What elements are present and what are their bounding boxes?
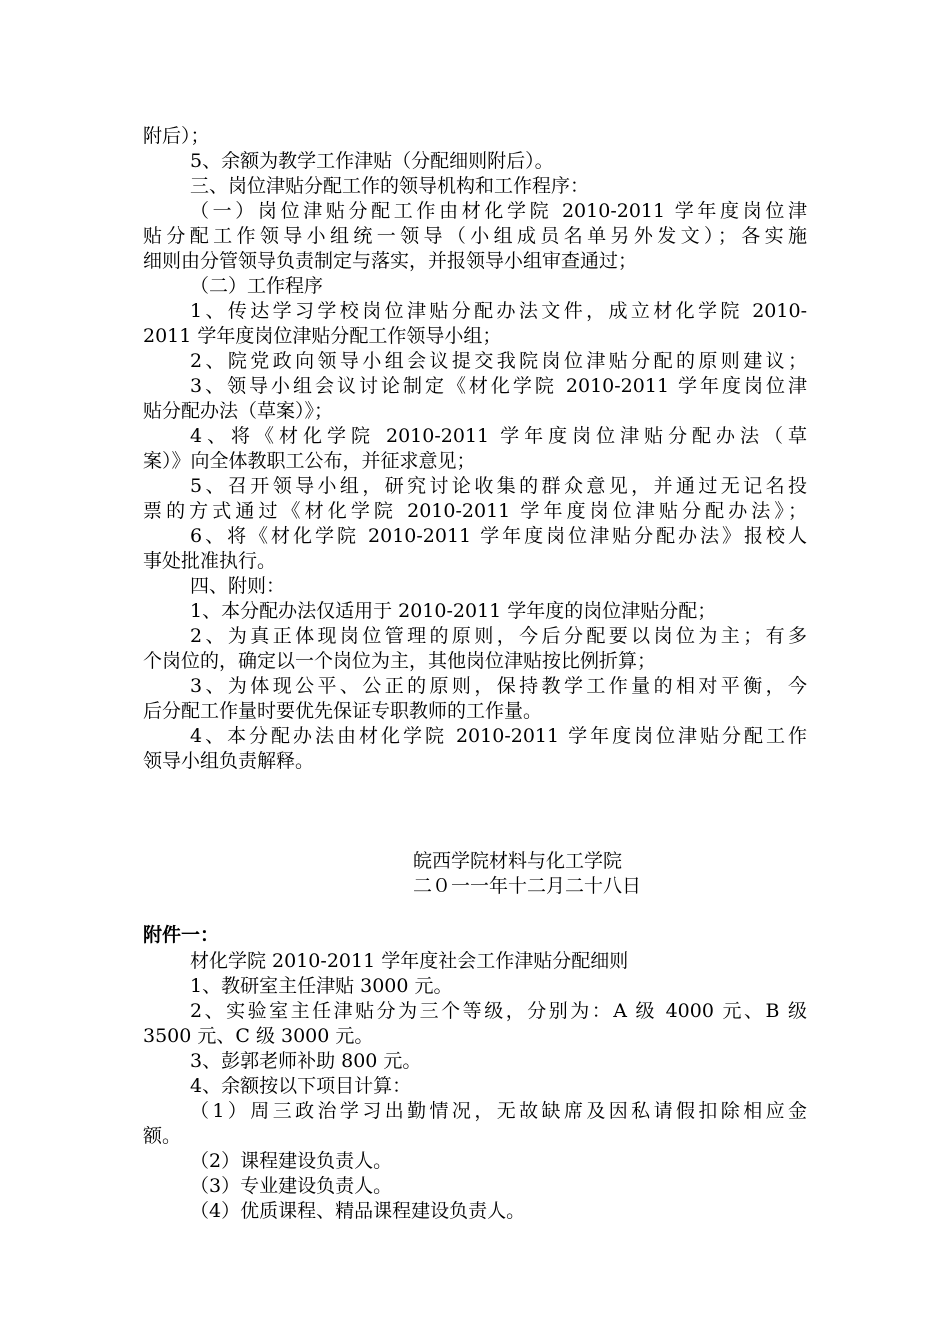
appendix-heading: 附件一：	[143, 924, 220, 946]
body-line: 5、召开领导小组，研究讨论收集的群众意见，并通过无记名投	[190, 475, 807, 497]
body-line: （一）岗位津贴分配工作由材化学院 2010-2011 学年度岗位津	[190, 200, 807, 222]
body-line: 贴分配工作领导小组统一领导（小组成员名单另外发文）；各实施	[143, 225, 807, 247]
appendix-line: （4）优质课程、精品课程建设负责人。	[190, 1200, 526, 1222]
body-line: 5、余额为教学工作津贴（分配细则附后）。	[190, 150, 554, 172]
appendix-line: 4、余额按以下项目计算：	[190, 1075, 412, 1097]
body-line: 事处批准执行。	[143, 550, 277, 572]
body-line: 后分配工作量时要优先保证专职教师的工作量。	[143, 700, 543, 722]
body-line: 附后）；	[143, 125, 210, 147]
body-line: 2、为真正体现岗位管理的原则，今后分配要以岗位为主；有多	[190, 625, 807, 647]
body-line: 4、将《材化学院 2010-2011 学年度岗位津贴分配办法（草	[190, 425, 807, 447]
body-line: 领导小组负责解释。	[143, 750, 315, 772]
body-line: 1、本分配办法仅适用于 2010-2011 学年度的岗位津贴分配；	[190, 600, 717, 622]
section-heading: 三、岗位津贴分配工作的领导机构和工作程序：	[190, 175, 590, 197]
appendix-title: 材化学院 2010-2011 学年度社会工作津贴分配细则	[190, 950, 629, 972]
body-line: 票的方式通过《材化学院 2010-2011 学年度岗位津贴分配办法》；	[143, 500, 807, 522]
body-line: 案）》向全体教职工公布，并征求意见；	[143, 450, 476, 472]
appendix-line: 额。	[143, 1125, 182, 1147]
appendix-line: 1、教研室主任津贴 3000 元。	[190, 975, 453, 997]
appendix-line: 2、实验室主任津贴分为三个等级，分别为：A 级 4000 元、B 级	[190, 1000, 807, 1022]
subsection-heading: （二）工作程序	[190, 275, 324, 297]
body-line: 细则由分管领导负责制定与落实，并报领导小组审查通过；	[143, 250, 638, 272]
appendix-line: （1）周三政治学习出勤情况，无故缺席及因私请假扣除相应金	[190, 1100, 807, 1122]
body-line: 个岗位的，确定以一个岗位为主，其他岗位津贴按比例折算；	[143, 650, 657, 672]
body-line: 2、院党政向领导小组会议提交我院岗位津贴分配的原则建议；	[190, 350, 807, 372]
appendix-line: （3）专业建设负责人。	[190, 1175, 393, 1197]
appendix-line: （2）课程建设负责人。	[190, 1150, 393, 1172]
signature-date: 二０一一年十二月二十八日	[413, 875, 642, 897]
signature-org: 皖西学院材料与化工学院	[413, 850, 623, 872]
body-line: 3、为体现公平、公正的原则，保持教学工作量的相对平衡，今	[190, 675, 807, 697]
body-line: 贴分配办法（草案）》；	[143, 400, 334, 422]
appendix-line: 3、彭郭老师补助 800 元。	[190, 1050, 422, 1072]
body-line: 3、领导小组会议讨论制定《材化学院 2010-2011 学年度岗位津	[190, 375, 807, 397]
body-line: 6、将《材化学院 2010-2011 学年度岗位津贴分配办法》报校人	[190, 525, 807, 547]
section-heading: 四、附则：	[190, 575, 286, 597]
body-line: 4、本分配办法由材化学院 2010-2011 学年度岗位津贴分配工作	[190, 725, 807, 747]
body-line: 2011 学年度岗位津贴分配工作领导小组；	[143, 325, 502, 347]
body-line: 1、传达学习学校岗位津贴分配办法文件，成立材化学院 2010-	[190, 300, 807, 322]
appendix-line: 3500 元、C 级 3000 元。	[143, 1025, 374, 1047]
